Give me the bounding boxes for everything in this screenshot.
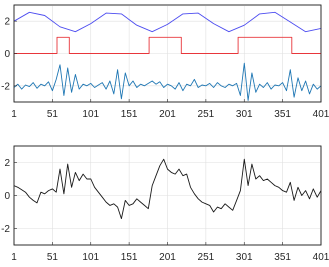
y-tick-label: 2	[4, 16, 10, 28]
x-tick-label: 351	[274, 252, 291, 263]
top-plot-panel	[1, 5, 329, 120]
x-tick-label: 1	[11, 109, 17, 120]
x-tick-label: 351	[274, 109, 291, 120]
x-tick-label: 201	[159, 109, 176, 120]
x-tick-label: 1	[11, 252, 17, 263]
y-tick-label: -2	[1, 81, 10, 93]
x-tick-label: 51	[46, 252, 58, 263]
x-tick-label: 101	[82, 252, 100, 263]
y-tick-label: 0	[4, 49, 10, 60]
x-tick-label: 251	[197, 109, 215, 120]
bottom-plot-panel	[1, 146, 329, 263]
x-tick-label: 251	[197, 252, 215, 263]
x-tick-label: 101	[82, 109, 100, 120]
x-tick-label: 151	[120, 252, 138, 263]
x-tick-label: 301	[235, 252, 253, 263]
y-tick-label: 0	[4, 191, 10, 202]
x-tick-label: 201	[159, 252, 176, 263]
x-tick-label: 151	[120, 109, 138, 120]
y-tick-label: -2	[1, 224, 10, 235]
x-tick-label: 51	[46, 109, 58, 120]
x-tick-label: 401	[312, 109, 329, 120]
x-tick-label: 401	[312, 252, 329, 263]
y-tick-label: 2	[4, 158, 10, 169]
x-tick-label: 301	[235, 109, 253, 120]
